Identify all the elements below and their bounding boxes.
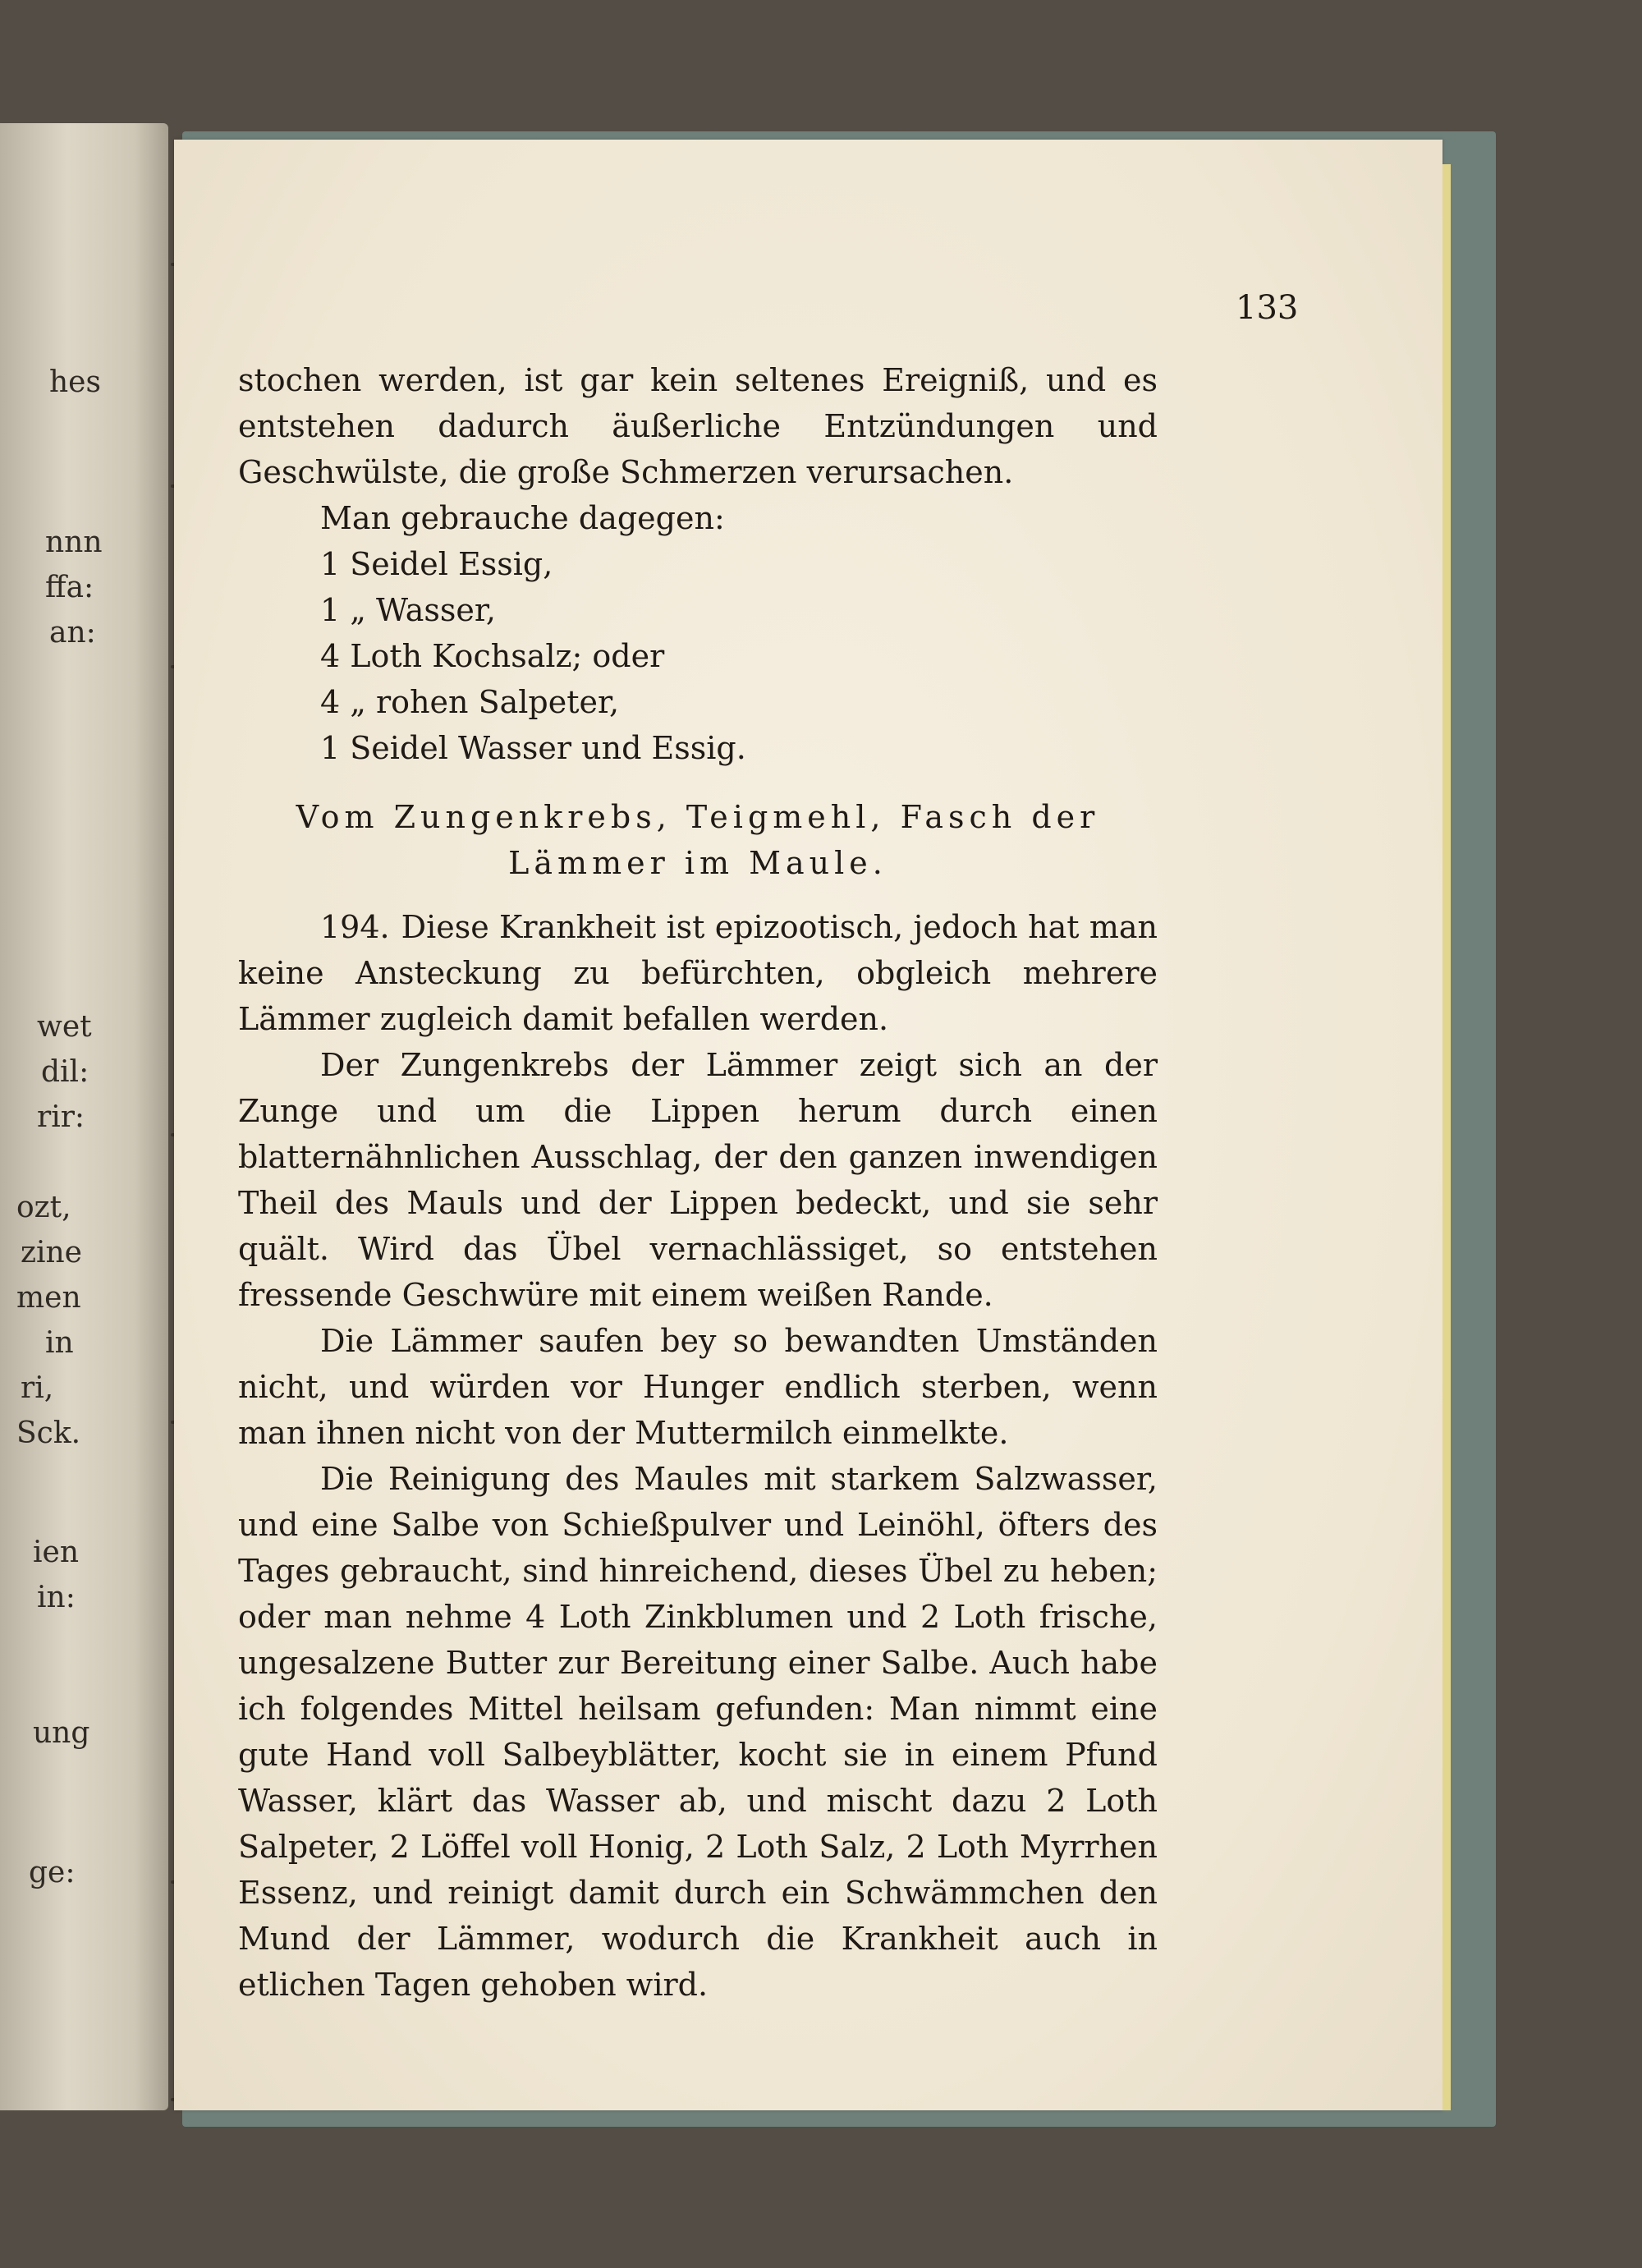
recipe-item: 1 Seidel Essig, <box>320 546 553 582</box>
section-paragraph: Die Lämmer saufen bey so bewandten Umständen nicht, und würden vor Hunger endlich sterben, wenn man ihnen nicht von der Muttermilch einmelkte. <box>238 1323 1158 1451</box>
recipe-item: 4 „ rohen Salpeter, <box>320 684 620 720</box>
left-page-edge <box>0 123 168 2110</box>
left-page-fragment: ge: <box>29 1856 76 1889</box>
left-page-fragment: ffa: <box>45 571 94 604</box>
section-number: 194. <box>320 909 390 945</box>
section-paragraph: Die Reinigung des Maules mit starkem Salzwasser, und eine Salbe von Schießpulver und Leinöhl, öfters des Tages gebraucht, sind hinreichend, dieses Übel zu heben; oder man nehme 4 Loth Zinkblumen und 2 Loth frische, ungesalzene Butter zur Bereitung einer Salbe. Auch habe ich folgendes Mittel heilsam gefunden: Man nimmt eine gute Hand voll Salbeyblätter, kocht sie in einem Pfund Wasser, klärt das Wasser ab, und mischt dazu 2 Loth Salpeter, 2 Löffel voll Honig, 2 Loth Salz, 2 Loth Myrrhen Essenz, und reinigt damit durch ein Schwämmchen den Mund der Lämmer, wodurch die Krankheit auch in etlichen Tagen gehoben wird. <box>238 1461 1158 2003</box>
recipe-item: 4 Loth Kochsalz; oder <box>320 638 665 674</box>
left-page-fragment: zine <box>21 1236 82 1269</box>
left-page-fragment: in <box>45 1326 74 1360</box>
page-text <box>238 197 1158 2008</box>
left-page-fragment: an: <box>49 616 96 650</box>
recipe-item: 1 Seidel Wasser und Essig. <box>320 730 746 766</box>
section-heading-line: Vom Zungenkrebs, Teigmehl, Fasch der <box>296 799 1100 835</box>
left-page-fragment: rir: <box>37 1100 85 1134</box>
left-page-fragment: ri, <box>21 1371 54 1405</box>
page-number: 133 <box>1236 289 1299 327</box>
left-page-fragment: in: <box>37 1581 76 1614</box>
left-page-fragment: Sck. <box>16 1416 81 1450</box>
left-page-fragment: men <box>16 1281 81 1315</box>
left-page-fragment: wet <box>37 1010 92 1044</box>
section-heading <box>238 794 1158 886</box>
page-edge <box>1442 164 1451 2110</box>
section-paragraph-text: Diese Krankheit ist epizootisch, jedoch hat man keine Ansteckung zu befürchten, obgleich mehrere Lämmer zugleich damit befallen werden. <box>238 909 1158 1037</box>
paragraph-remedy-intro: Man gebrauche dagegen: <box>320 500 725 536</box>
left-page-fragment: ung <box>33 1716 90 1750</box>
left-page-fragment: ien <box>33 1536 80 1569</box>
left-page-fragment: dil: <box>41 1055 89 1089</box>
recipe-item: 1 „ Wasser, <box>320 592 496 628</box>
left-page-fragment: hes <box>49 365 101 399</box>
section-heading-line: Lämmer im Maule. <box>508 845 888 881</box>
left-page-fragment: nnn <box>45 526 103 559</box>
recipe-list <box>238 541 1158 771</box>
section-paragraph: Der Zungenkrebs der Lämmer zeigt sich an der Zunge und um die Lippen herum durch einen blatternähnlichen Ausschlag, der den ganzen inwendigen Theil des Mauls und der Lippen bedeckt, und sie sehr quält. Wird das Übel vernachlässiget, so entstehen fressende Geschwüre mit einem weißen Rande. <box>238 1047 1158 1313</box>
paragraph-continuation: stochen werden, ist gar kein seltenes Ereigniß, und es entstehen dadurch äußerliche Entzündungen und Geschwülste, die große Schmerzen verursachen. <box>238 362 1158 490</box>
section-paragraph <box>238 904 1158 1042</box>
left-page-fragment: ozt, <box>16 1191 71 1224</box>
